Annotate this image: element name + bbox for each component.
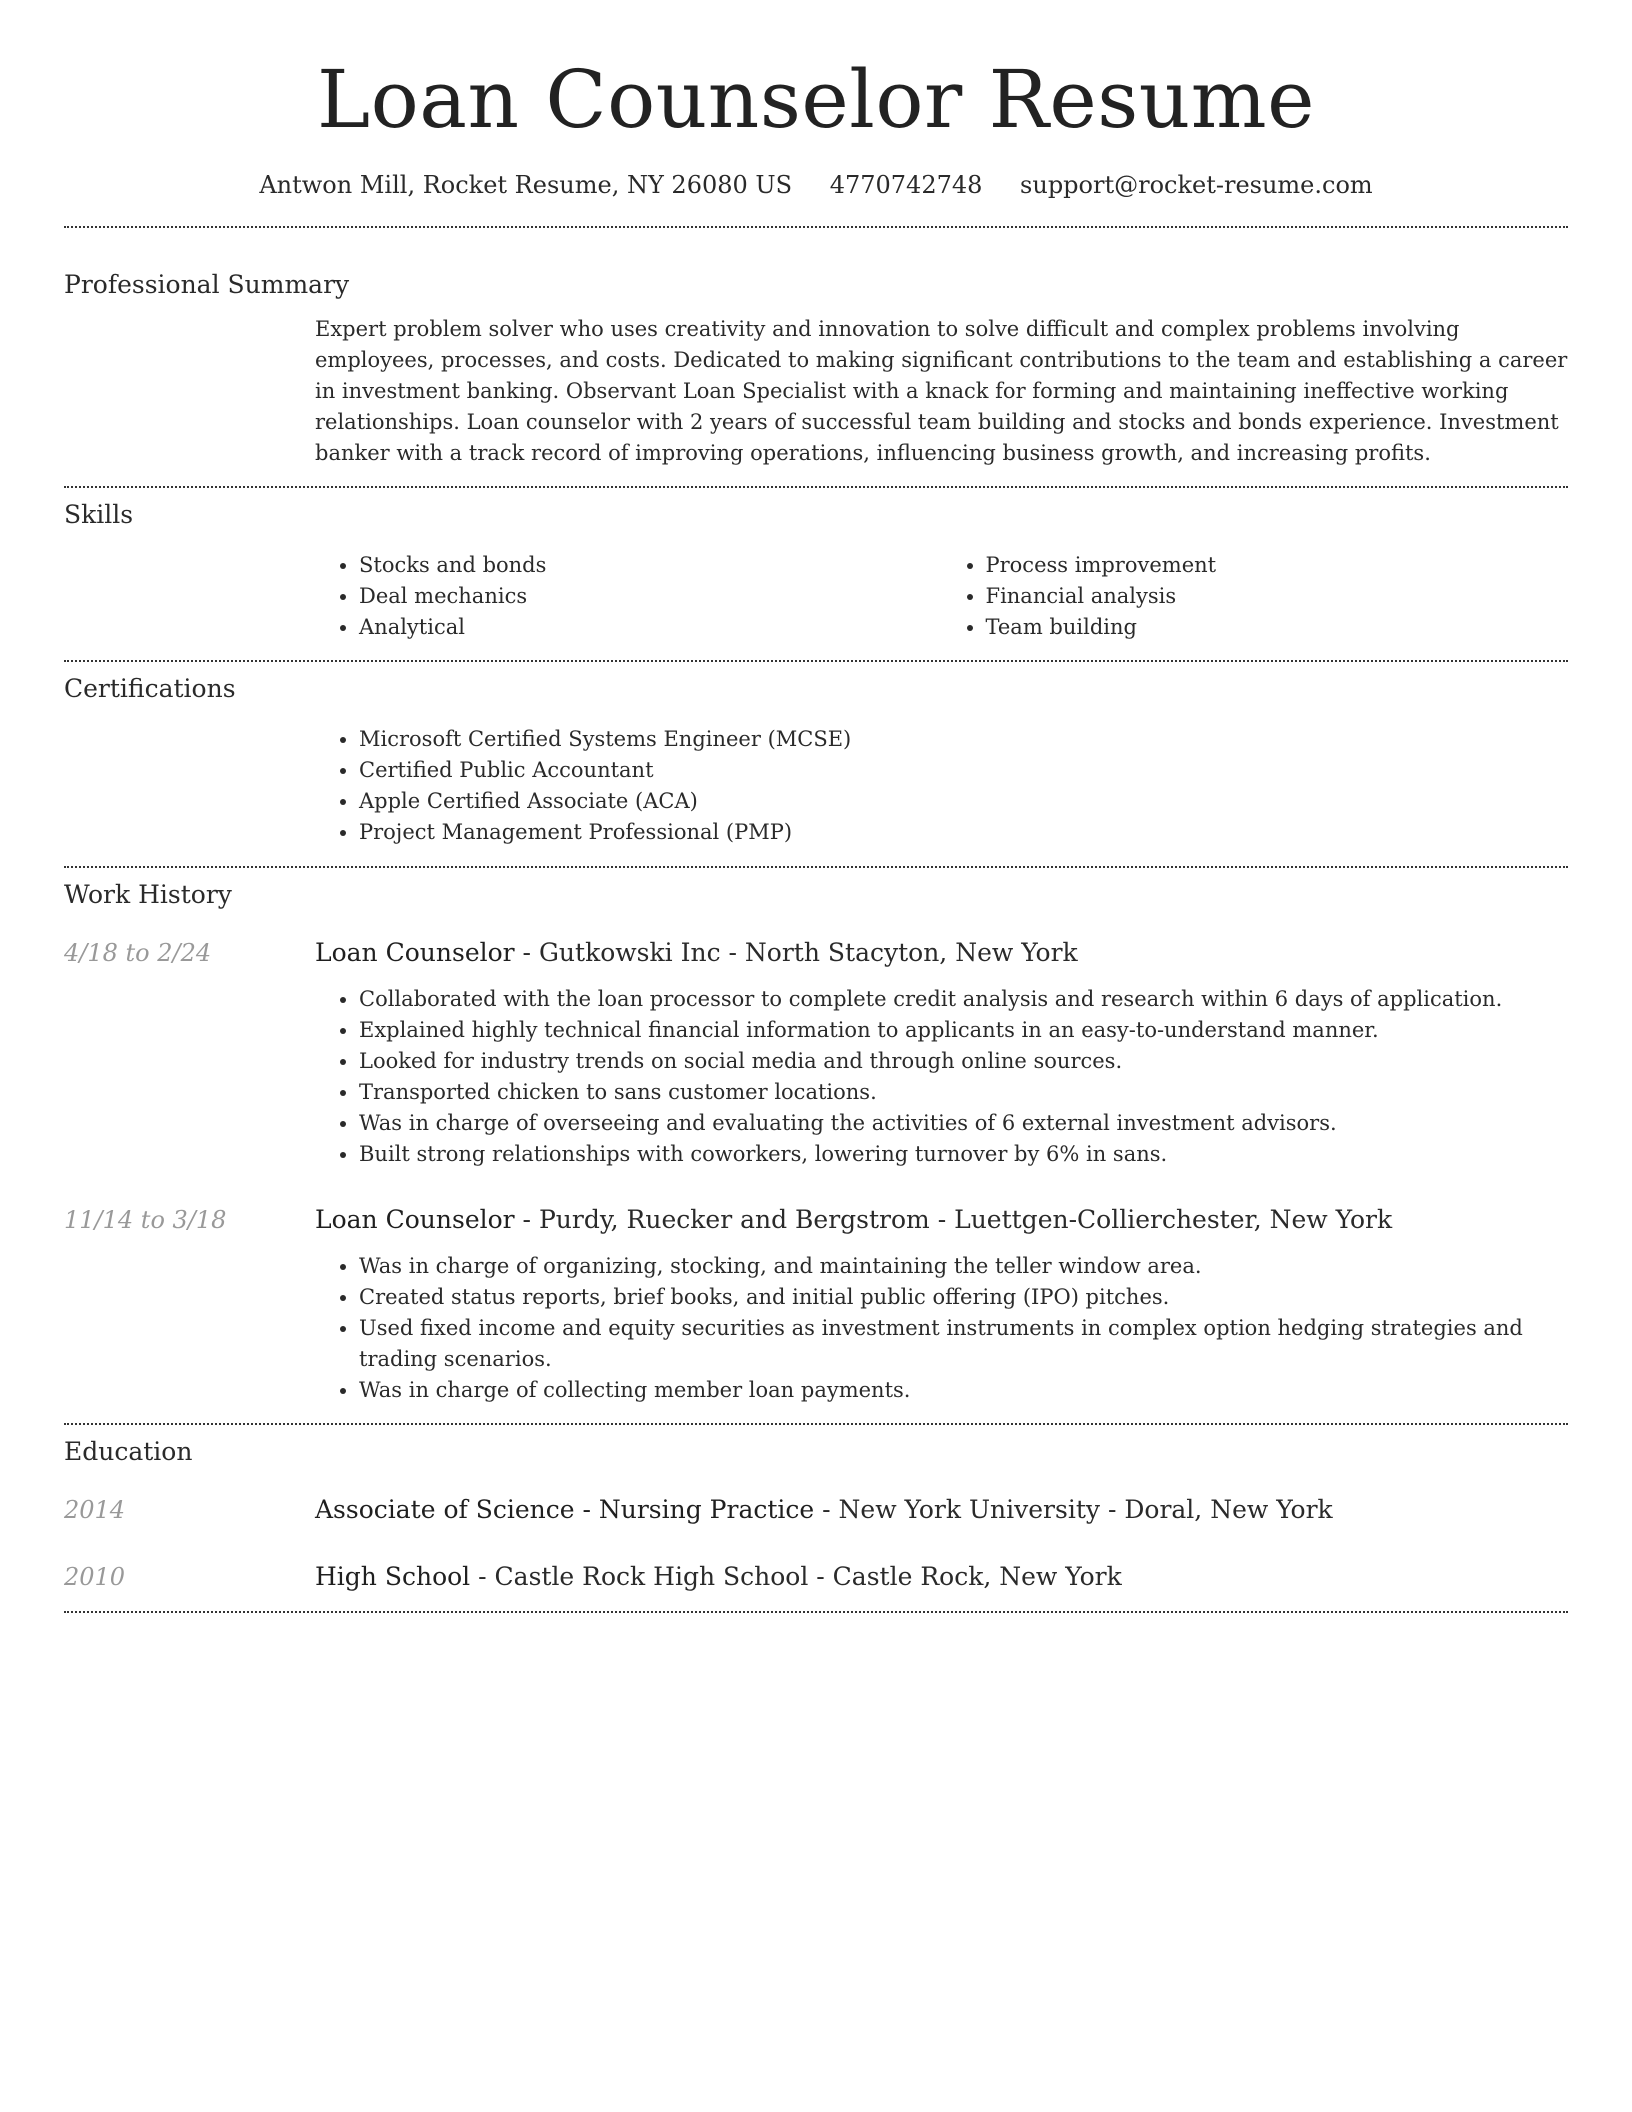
education-body bbox=[315, 1560, 1568, 1594]
skill-item: • Stocks and bonds bbox=[359, 550, 942, 581]
job-location: North Stacyton, New York bbox=[744, 938, 1078, 967]
job-bullet: • Transported chicken to sans customer locations. bbox=[359, 1077, 1568, 1108]
job-title: Loan Counselor bbox=[315, 938, 515, 967]
job-company: Gutkowski Inc bbox=[538, 938, 721, 967]
summary-heading: Professional Summary bbox=[64, 270, 350, 299]
job-bullet: • Was in charge of collecting member loan payments. bbox=[359, 1375, 1568, 1406]
skills-section bbox=[64, 488, 1568, 643]
contact-address: Antwon Mill, Rocket Resume, NY 26080 US bbox=[259, 171, 793, 199]
job-bullet: • Used fixed income and equity securities as investment instruments in complex option hedging strategies and trading scenarios. bbox=[359, 1313, 1568, 1375]
job-entry bbox=[64, 936, 1568, 1170]
job-body bbox=[315, 936, 1568, 1170]
education-location: Castle Rock, New York bbox=[832, 1562, 1122, 1591]
education-entry bbox=[64, 1493, 1568, 1527]
skills-list-left bbox=[315, 550, 942, 643]
job-bullets bbox=[315, 1251, 1568, 1406]
job-bullet: • Collaborated with the loan processor to complete credit analysis and research within 6 days of application. bbox=[359, 984, 1568, 1015]
certification-item: • Project Management Professional (PMP) bbox=[359, 817, 1568, 848]
page-title: Loan Counselor Resume bbox=[316, 53, 1316, 146]
job-entry bbox=[64, 1203, 1568, 1406]
certifications-section bbox=[64, 662, 1568, 848]
contact-email: support@rocket-resume.com bbox=[1020, 171, 1373, 199]
skill-item: • Deal mechanics bbox=[359, 581, 942, 612]
separator: - bbox=[514, 938, 539, 967]
job-bullet: • Explained highly technical financial information to applicants in an easy-to-understand manner. bbox=[359, 1015, 1568, 1046]
job-body bbox=[315, 1203, 1568, 1406]
education-body bbox=[315, 1493, 1568, 1527]
separator: - bbox=[814, 1495, 839, 1524]
education-school: New York University bbox=[838, 1495, 1101, 1524]
education-degree: High School bbox=[315, 1562, 471, 1591]
education-heading-line bbox=[315, 1493, 1568, 1527]
education-year: 2010 bbox=[64, 1563, 126, 1591]
certification-item: • Microsoft Certified Systems Engineer (MCSE) bbox=[359, 724, 1568, 755]
work-heading: Work History bbox=[64, 880, 232, 909]
job-title: Loan Counselor bbox=[315, 1205, 515, 1234]
job-dates: 4/18 to 2/24 bbox=[64, 939, 212, 967]
education-year: 2014 bbox=[64, 1496, 126, 1524]
contact-phone: 4770742748 bbox=[829, 171, 983, 199]
summary-text: Expert problem solver who uses creativity and innovation to solve difficult and complex problems involving employees, processes, and costs. Dedicated to making significant contributions to the team and establishing a career in investment banking. Observant Loan Specialist with a knack for forming and maintaining ineffective working relationships. Loan counselor with 2 years of successful team building and stocks and bonds experience. Investment banker with a track record of improving operations, influencing business growth, and increasing profits. bbox=[315, 317, 1568, 465]
separator: - bbox=[470, 1562, 495, 1591]
job-bullet: • Was in charge of overseeing and evaluating the activities of 6 external investment advisors. bbox=[359, 1108, 1568, 1139]
job-heading bbox=[315, 1203, 1568, 1237]
skills-grid bbox=[315, 550, 1568, 643]
job-bullet: • Was in charge of organizing, stocking, and maintaining the teller window area. bbox=[359, 1251, 1568, 1282]
job-heading bbox=[315, 936, 1568, 970]
job-bullets bbox=[315, 984, 1568, 1170]
job-company: Purdy, Ruecker and Bergstrom bbox=[538, 1205, 930, 1234]
skill-item: • Process improvement bbox=[986, 550, 1569, 581]
skills-heading: Skills bbox=[64, 500, 134, 529]
separator: - bbox=[929, 1205, 955, 1234]
job-bullet: • Built strong relationships with coworkers, lowering turnover by 6% in sans. bbox=[359, 1139, 1568, 1170]
education-entry bbox=[64, 1560, 1568, 1594]
skill-item: • Team building bbox=[986, 612, 1569, 643]
skills-list-right bbox=[942, 550, 1569, 643]
education-degree: Associate of Science - Nursing Practice bbox=[315, 1495, 815, 1524]
summary-section bbox=[64, 228, 1568, 469]
work-section bbox=[64, 868, 1568, 1406]
separator: - bbox=[514, 1205, 539, 1234]
education-heading: Education bbox=[64, 1437, 193, 1466]
separator: - bbox=[808, 1562, 833, 1591]
certifications-content bbox=[315, 724, 1568, 848]
summary-content bbox=[315, 314, 1568, 469]
contact-line bbox=[64, 168, 1568, 202]
certification-item: • Certified Public Accountant bbox=[359, 755, 1568, 786]
job-bullet: • Created status reports, brief books, and initial public offering (IPO) pitches. bbox=[359, 1282, 1568, 1313]
education-divider bbox=[64, 1611, 1568, 1613]
education-heading-line bbox=[315, 1560, 1568, 1594]
job-dates: 11/14 to 3/18 bbox=[64, 1206, 227, 1234]
education-section bbox=[64, 1425, 1568, 1594]
skill-item: • Financial analysis bbox=[986, 581, 1569, 612]
education-school: Castle Rock High School bbox=[494, 1562, 809, 1591]
job-bullet: • Looked for industry trends on social media and through online sources. bbox=[359, 1046, 1568, 1077]
certifications-list bbox=[315, 724, 1568, 848]
education-location: Doral, New York bbox=[1124, 1495, 1333, 1524]
job-location: Luettgen-Collierchester, New York bbox=[954, 1205, 1393, 1234]
skill-item: • Analytical bbox=[359, 612, 942, 643]
separator: - bbox=[720, 938, 745, 967]
certification-item: • Apple Certified Associate (ACA) bbox=[359, 786, 1568, 817]
separator: - bbox=[1100, 1495, 1125, 1524]
certifications-heading: Certifications bbox=[64, 674, 236, 703]
